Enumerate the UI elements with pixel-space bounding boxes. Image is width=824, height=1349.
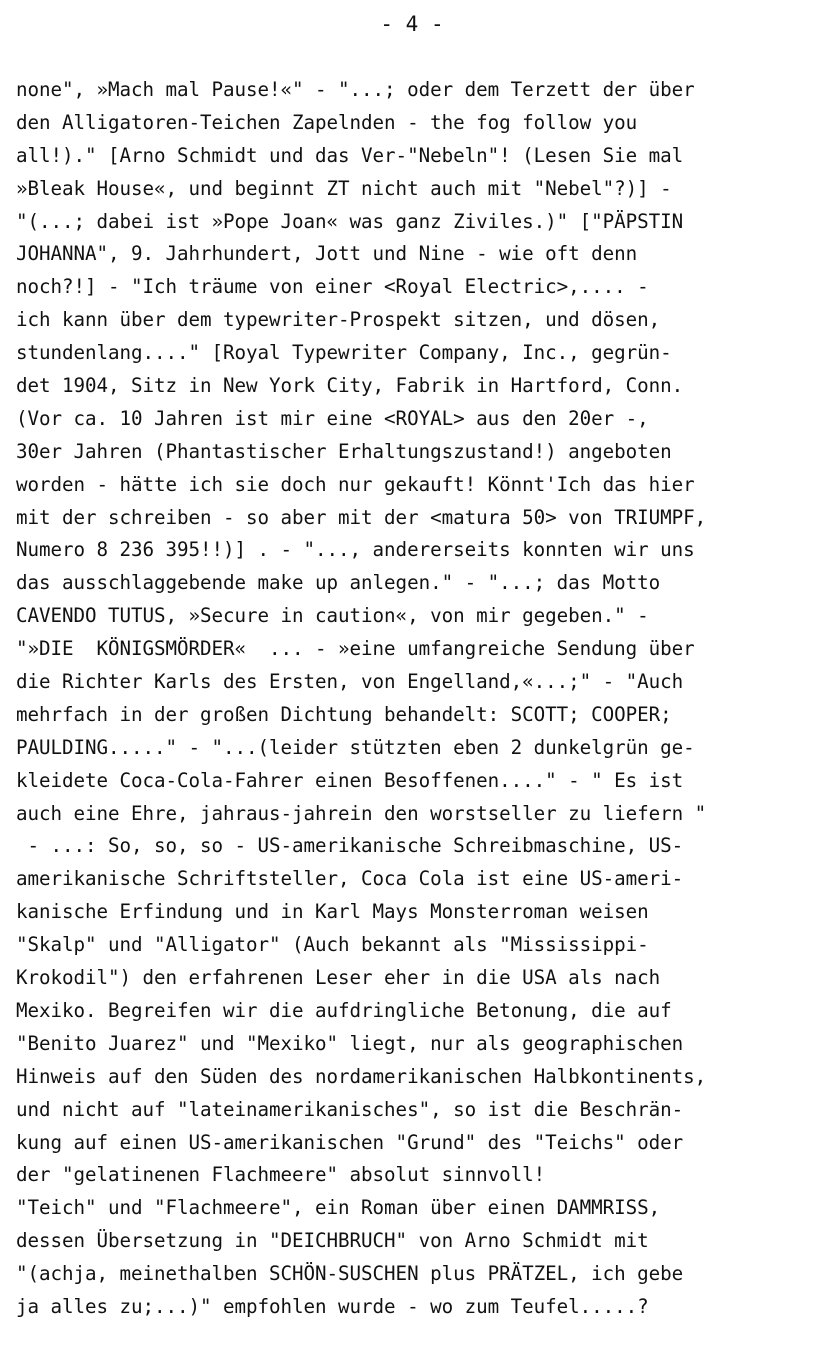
- text-line: Mexiko. Begreifen wir die aufdringliche Betonung, die auf: [16, 998, 672, 1022]
- text-line: none", »Mach mal Pause!«" - "...; oder dem Terzett der über: [16, 78, 695, 101]
- text-line: (Vor ca. 10 Jahren ist mir eine <ROYAL> aus den 20er -,: [16, 406, 649, 430]
- text-line: "»DIE KÖNIGSMÖRDER« ... - »eine umfangreiche Sendung über: [16, 637, 695, 661]
- text-line: kleidete Coca-Cola-Fahrer einen Besoffenen...." - " Es ist: [16, 768, 684, 792]
- text-line: 30er Jahren (Phantastischer Erhaltungszustand!) angeboten: [16, 439, 672, 463]
- text-line: kanische Erfindung und in Karl Mays Monsterroman weisen: [16, 900, 649, 924]
- text-line: »Bleak House«, und beginnt ZT nicht auch mit "Nebel"?)] -: [16, 176, 672, 200]
- text-line: "Benito Juarez" und "Mexiko" liegt, nur als geographischen: [16, 1031, 684, 1055]
- text-line: und nicht auf "lateinamerikanisches", so ist die Beschrän-: [16, 1097, 684, 1121]
- text-line: mit der schreiben - so aber mit der <matura 50> von TRIUMPF,: [16, 505, 707, 529]
- text-line: das ausschlaggebende make up anlegen." - "...; das Motto: [16, 571, 661, 595]
- text-line: mehrfach in der großen Dichtung behandelt: SCOTT; COOPER;: [16, 702, 672, 726]
- text-line: - ...: So, so, so - US-amerikanische Schreibmaschine, US-: [16, 834, 684, 858]
- text-line: ja alles zu;...)" empfohlen wurde - wo zum Teufel.....?: [16, 1294, 649, 1318]
- text-line: det 1904, Sitz in New York City, Fabrik in Hartford, Conn.: [16, 374, 684, 398]
- text-line: JOHANNA", 9. Jahrhundert, Jott und Nine - wie oft denn: [16, 242, 638, 266]
- text-line: Hinweis auf den Süden des nordamerikanischen Halbkontinents,: [16, 1064, 707, 1088]
- text-line: Krokodil") den erfahrenen Leser eher in die USA als nach: [16, 966, 661, 990]
- text-line: stundenlang...." [Royal Typewriter Company, Inc., gegrün-: [16, 341, 672, 365]
- text-line: CAVENDO TUTUS, »Secure in caution«, von mir gegeben." -: [16, 604, 649, 628]
- text-line: PAULDING....." - "...(leider stützten eben 2 dunkelgrün ge-: [16, 735, 695, 759]
- text-line: worden - hätte ich sie doch nur gekauft! Könnt'Ich das hier: [16, 472, 695, 496]
- text-line: den Alligatoren-Teichen Zapelnden - the fog follow you: [16, 110, 638, 134]
- body-text: [16, 74, 822, 1324]
- text-line: kung auf einen US-amerikanischen "Grund" des "Teichs" oder: [16, 1130, 684, 1154]
- page-number: - 4 -: [380, 12, 444, 36]
- text-line: der "gelatinenen Flachmeere" absolut sinnvoll!: [16, 1163, 546, 1187]
- text-line: all!)." [Arno Schmidt und das Ver-"Nebeln"! (Lesen Sie mal: [16, 143, 684, 167]
- text-line: amerikanische Schriftsteller, Coca Cola ist eine US-ameri-: [16, 867, 684, 891]
- text-line: "Teich" und "Flachmeere", ein Roman über einen DAMMRISS,: [16, 1196, 661, 1220]
- text-line: Numero 8 236 395!!)] . - "..., andererseits konnten wir uns: [16, 538, 695, 562]
- text-line: noch?!] - "Ich träume von einer <Royal Electric>,.... -: [16, 275, 649, 299]
- text-line: "Skalp" und "Alligator" (Auch bekannt als "Mississippi-: [16, 933, 649, 957]
- text-line: ich kann über dem typewriter-Prospekt sitzen, und dösen,: [16, 308, 661, 332]
- text-line: "(achja, meinethalben SCHÖN-SUSCHEN plus PRÄTZEL, ich gebe: [16, 1262, 684, 1286]
- text-line: "(...; dabei ist »Pope Joan« was ganz Ziviles.)" ["PÄPSTIN: [16, 209, 684, 233]
- text-line: die Richter Karls des Ersten, von Engelland,«...;" - "Auch: [16, 670, 684, 694]
- text-line: dessen Übersetzung in "DEICHBRUCH" von Arno Schmidt mit: [16, 1229, 649, 1253]
- text-line: auch eine Ehre, jahraus-jahrein den worstseller zu liefern ": [16, 801, 707, 825]
